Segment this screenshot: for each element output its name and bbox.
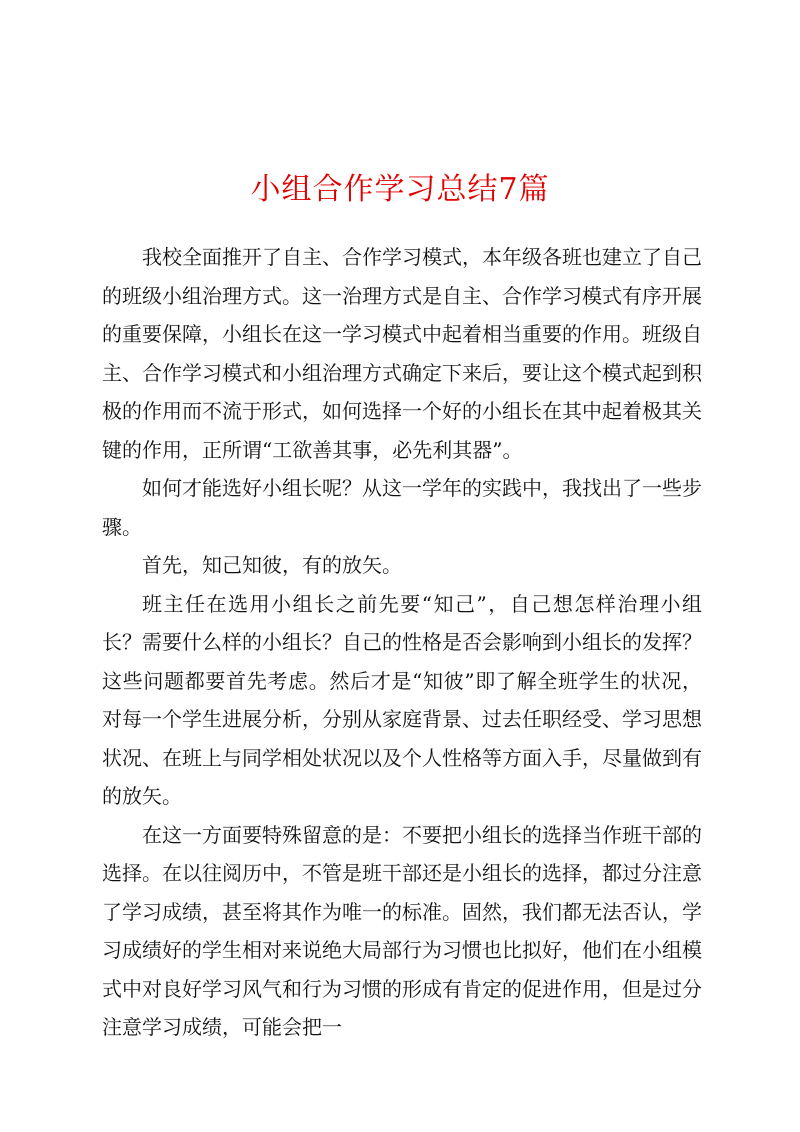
paragraph: 我校全面推开了自主、合作学习模式，本年级各班也建立了自己的班级小组治理方式。这一治理方式是自主、合作学习模式有序开展的重要保障，小组长在这一学习模式中起着相当重要的作用。班级自主、合作学习模式和小组治理方式确定下来后，要让这个模式起到积极的作用而不流于形式，如何选择一个好的小组长在其中起着极其关键的作用，正所谓“工欲善其事，必先利其器”。 — [102, 245, 702, 462]
paragraph: 首先，知己知彼，有的放矢。 — [142, 553, 402, 577]
paragraph: 班主任在选用小组长之前先要“知己”，自己想怎样治理小组长？需要什么样的小组长？自己的性格是否会影响到小组长的发挥？这些问题都要首先考虑。然后才是“知彼”即了解全班学生的状况，对每一个学生进展分析，分别从家庭背景、过去任职经受、学习思想状况、在班上与同学相处状况以及个人性格等方面入手，尽量做到有的放矢。 — [102, 591, 702, 808]
paragraph: 在这一方面要特殊留意的是：不要把小组长的选择当作班干部的选择。在以往阅历中，不管是班干部还是小组长的选择，都过分注意了学习成绩，甚至将其作为唯一的标准。固然，我们都无法否认，学习成绩好的学生相对来说绝大局部行为习惯也比拟好，他们在小组模式中对良好学习风气和行为习惯的形成有肯定的促进作用，但是过分注意学习成绩，可能会把一 — [102, 822, 702, 1039]
document-title: 小组合作学习总结7篇 — [250, 172, 550, 207]
paragraph: 如何才能选好小组长呢？从这一学年的实践中，我找出了一些步骤。 — [102, 476, 702, 539]
document-body — [102, 238, 702, 1047]
